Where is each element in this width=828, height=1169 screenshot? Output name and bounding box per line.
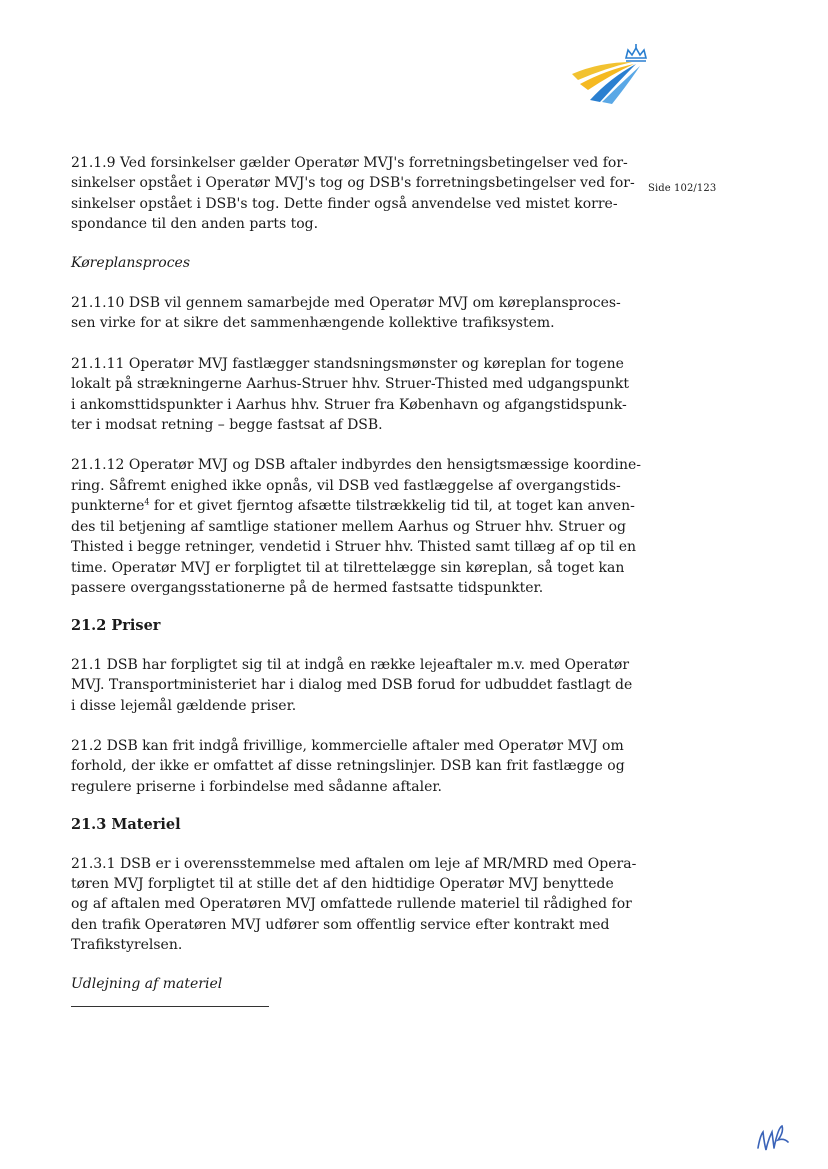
paragraph-21-3-1: 21.3.1 DSB er i overensstemmelse med aftalen om leje af MR/MRD med Opera- tøren MVJ forpligtet til at stille det af den hidtidige Operatør MVJ benyttede og af aftalen med Operatøren MVJ omfattede rullende materiel til rådighed for den trafik Operatøren MVJ udfører som offentlig service efter kontrakt med Trafikstyrelsen. [71, 855, 637, 954]
paragraph-21-1-9: 21.1.9 Ved forsinkelser gælder Operatør MVJ's forretningsbetingelser ved for- sinkelser opstået i Operatør MVJ's tog og DSB's forretningsbetingelser ved for- sinkelser opstået i DSB's tog. Dette finder også anvendelse ved mistet korre- spondance til den anden parts tog. [71, 155, 635, 233]
paragraph-21-2: 21.2 DSB kan frit indgå frivillige, kommercielle aftaler med Operatør MVJ om forhold, der ikke er omfattet af disse retningslinjer. DSB kan frit fastlægge og regulere priserne i forbindelse med sådanne aftaler. [71, 737, 625, 795]
paragraph-21-1-12: 21.1.12 Operatør MVJ og DSB aftaler indbyrdes den hensigtsmæssige koordine- ring. Såfremt enighed ikke opnås, vil DSB ved fastlæggelse af overgangstids- punkterne$^4$ for et givet fjerntog afsætte tilstrækkelig tid til, at toget kan anven- des til betjening af samtlige stationer mellem Aarhus og Struer hhv. Struer og Thisted i begge retninger, vendetid i Struer hhv. Thisted samt tillæg af op til en time. Operatør MVJ er forpligtet til at tilrettelægge sin køreplan, så toget kan passere overgangsstationerne på de hermed fastsatte tidspunkter. [71, 457, 642, 596]
footnote-separator [71, 1006, 269, 1007]
footnote-ref[interactable]: 4 [144, 497, 150, 507]
section-heading-materiel: 21.3 Materiel [71, 816, 181, 834]
dsb-crown-logo [566, 42, 656, 104]
section-heading-priser: 21.2 Priser [71, 617, 161, 635]
subheading-koreplansproces: Køreplansproces [71, 254, 190, 271]
paragraph-21-1-priser: 21.1 DSB har forpligtet sig til at indgå en række lejeaftaler m.v. med Operatør MVJ. Transportministeriet har i dialog med DSB forud for udbuddet fastlagt de i disse lejemål gældende priser. [71, 656, 633, 714]
initials-signature [754, 1118, 794, 1158]
subheading-udlejning: Udlejning af materiel [71, 975, 223, 992]
document-body [71, 153, 642, 994]
paragraph-21-1-10: 21.1.10 DSB vil gennem samarbejde med Operatør MVJ om køreplansproces- sen virke for at sikre det sammenhængende kollektive trafiksystem. [71, 295, 621, 332]
paragraph-21-1-11: 21.1.11 Operatør MVJ fastlægger standsningsmønster og køreplan for togene lokalt på strækningerne Aarhus-Struer hhv. Struer-Thisted med udgangspunkt i ankomsttidspunkter i Aarhus hhv. Struer fra København og afgangstidspunk- ter i modsat retning – begge fastsat af DSB. [71, 355, 630, 434]
crown-icon [626, 44, 646, 61]
page-number: Side 102/123 [648, 183, 717, 194]
